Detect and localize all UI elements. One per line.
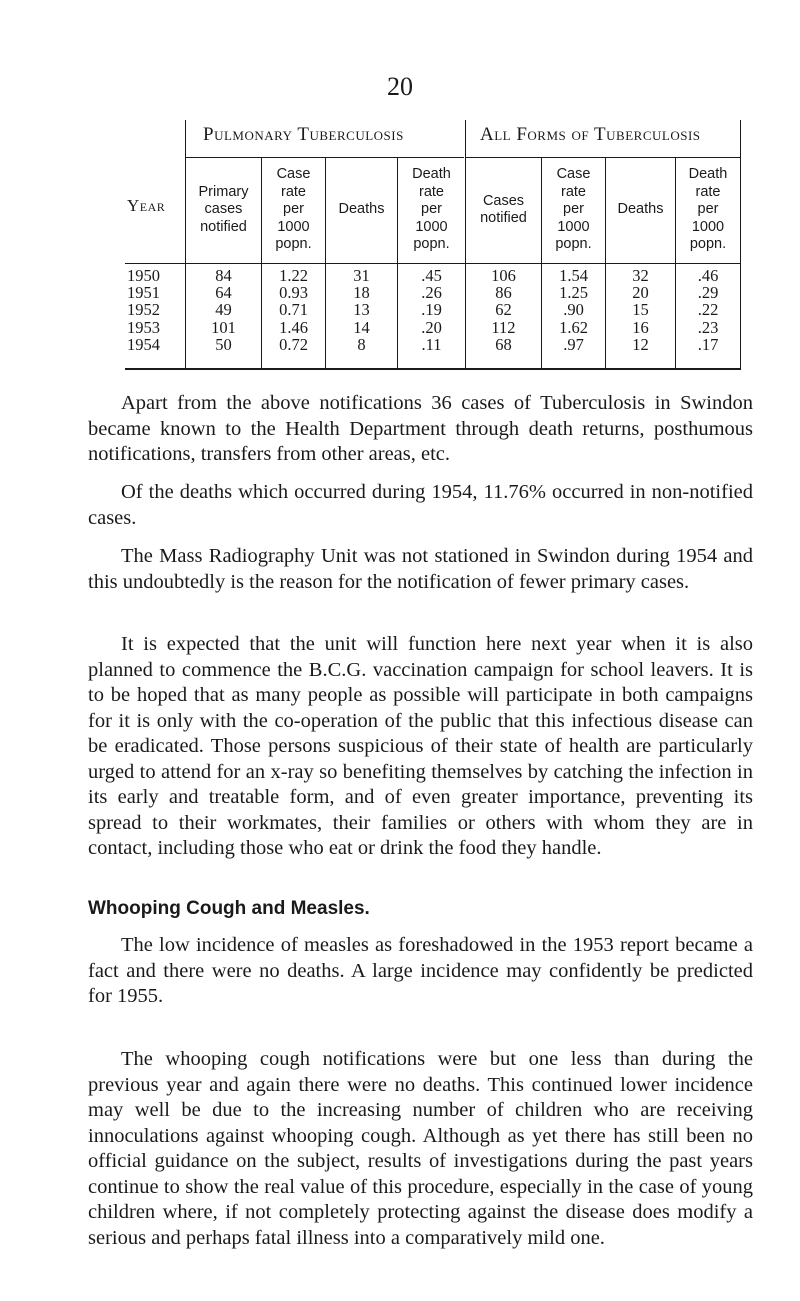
group-header-pulmonary: Pulmonary Tuberculosis [203, 124, 404, 145]
table-cell: .90 [563, 300, 584, 320]
table-cell: 1.46 [279, 317, 308, 337]
subheader-all-deaths: Deaths [617, 201, 664, 218]
table-row-year: 1950 [127, 266, 160, 285]
column-death-rate [398, 267, 465, 353]
table-cell: 13 [353, 300, 370, 320]
table-cell: 16 [632, 317, 649, 337]
table-cell: 64 [215, 283, 232, 303]
table-cell: .46 [697, 266, 719, 285]
paragraph-unit-next-year: It is expected that the unit will function here next year when it is also planned to commence the B.C.G. vaccination campaign for school leavers. It is to be hoped that as many people as possible will participate in both campaigns for it is only with the co-operation of the public that this infectious disease can be eradicated. Those persons suspicious of their state of health are particularly urged to attend for an x-ray so benefiting themselves by catching the infection in its early and treatable form, and of even greater importance, preventing its spread to their workmates, their families or others with whom they are in contact, including those who eat or drink the food they handle. [88, 633, 753, 859]
rule-header-bottom [125, 263, 741, 264]
subheader-deaths: Deaths [338, 201, 385, 218]
table-row-year: 1954 [127, 334, 160, 354]
table-cell: .17 [697, 334, 719, 354]
table-cell: .22 [697, 300, 719, 320]
table-cell: .97 [563, 334, 584, 354]
section-heading: Whooping Cough and Measles. [88, 898, 370, 919]
table-cell: 1.54 [559, 266, 588, 285]
page-number: 20 [387, 72, 413, 101]
table-cell: 18 [353, 283, 370, 303]
rule-col-right [740, 120, 741, 370]
rule-table-bottom [125, 368, 741, 370]
column-all-death-rate [676, 267, 740, 353]
table-cell: 1.62 [559, 317, 588, 337]
table-cell: 62 [495, 300, 512, 320]
table-cell: .20 [421, 317, 442, 337]
table-cell: 12 [632, 334, 649, 354]
table-cell: 32 [632, 266, 649, 285]
table-cell: 1.25 [559, 283, 588, 303]
column-all-case-rate [542, 267, 605, 353]
paragraph-mass-radiography: The Mass Radiography Unit was not stationed in Swindon during 1954 and this undoubtedly is the reason for the notification of fewer primary cases. [88, 545, 753, 593]
table-cell: 112 [491, 317, 516, 337]
table-cell: 101 [211, 317, 236, 337]
table-cell: 0.93 [279, 283, 308, 303]
paragraph-whooping-cough: The whooping cough notifications were but one less than during the previous year and again there were no deaths. This continued lower incidence may well be due to the increasing number of children who are receiving innoculations against whooping cough. Although as yet there has still been no official guidance on the subject, results of investigations during the past years continue to show the real value of this procedure, especially in the case of young children where, if not completely protecting against the disease does modify a serious and perhaps fatal illness into a comparatively mild one. [88, 1048, 753, 1249]
group-header-all-forms: All Forms of Tuberculosis [480, 124, 701, 145]
column-case-rate [262, 267, 325, 353]
table-cell: 0.72 [279, 334, 308, 354]
table-cell: 86 [495, 283, 512, 303]
table-cell: 20 [632, 283, 649, 303]
table-row-year: 1951 [127, 283, 160, 303]
table-cell: .11 [421, 334, 442, 354]
table-cell: .29 [697, 283, 719, 303]
table-cell: .26 [421, 283, 442, 303]
table-cell: 49 [215, 300, 232, 320]
table-cell: 8 [357, 334, 366, 354]
tuberculosis-table [125, 120, 741, 370]
column-deaths [326, 267, 397, 353]
subheader-case-rate: Case rate per 1000 popn. [275, 166, 312, 253]
paragraph-deaths-non-notified: Of the deaths which occurred during 1954, 11.76% occurred in non-notified cases. [88, 481, 753, 529]
year-column [127, 267, 183, 353]
table-cell: 68 [495, 334, 512, 354]
subheader-death-rate: Death rate per 1000 popn. [412, 166, 451, 253]
table-cell: 84 [215, 266, 232, 285]
table-cell: .45 [421, 266, 442, 285]
table-row-year: 1953 [127, 317, 160, 337]
subheader-all-cases-notified: Cases notified [480, 192, 527, 226]
subheader-primary-cases: Primary cases notified [198, 183, 249, 235]
table-cell: 14 [353, 317, 370, 337]
table-row-year: 1952 [127, 300, 160, 320]
table-cell: 15 [632, 300, 649, 320]
table-cell: .19 [421, 300, 442, 320]
table-cell: 106 [491, 266, 516, 285]
subheader-all-case-rate: Case rate per 1000 popn. [555, 166, 592, 253]
table-cell: 0.71 [279, 300, 308, 320]
column-primary-cases [186, 267, 261, 353]
year-header: Year [127, 196, 166, 215]
column-all-cases-notified [466, 267, 541, 353]
subheader-all-death-rate: Death rate per 1000 popn. [688, 166, 728, 253]
table-cell: 50 [215, 334, 232, 354]
table-cell: 31 [353, 266, 370, 285]
paragraph-other-notifications: Apart from the above notifications 36 cases of Tuberculosis in Swindon became known to the Health Department through death returns, posthumous notifications, transfers from other areas, etc. [88, 392, 753, 465]
column-all-deaths [606, 267, 675, 353]
table-cell: 1.22 [279, 266, 308, 285]
paragraph-measles: The low incidence of measles as foreshadowed in the 1953 report became a fact and there were no deaths. A large incidence may confidently be predicted for 1955. [88, 934, 753, 1007]
table-cell: .23 [697, 317, 719, 337]
